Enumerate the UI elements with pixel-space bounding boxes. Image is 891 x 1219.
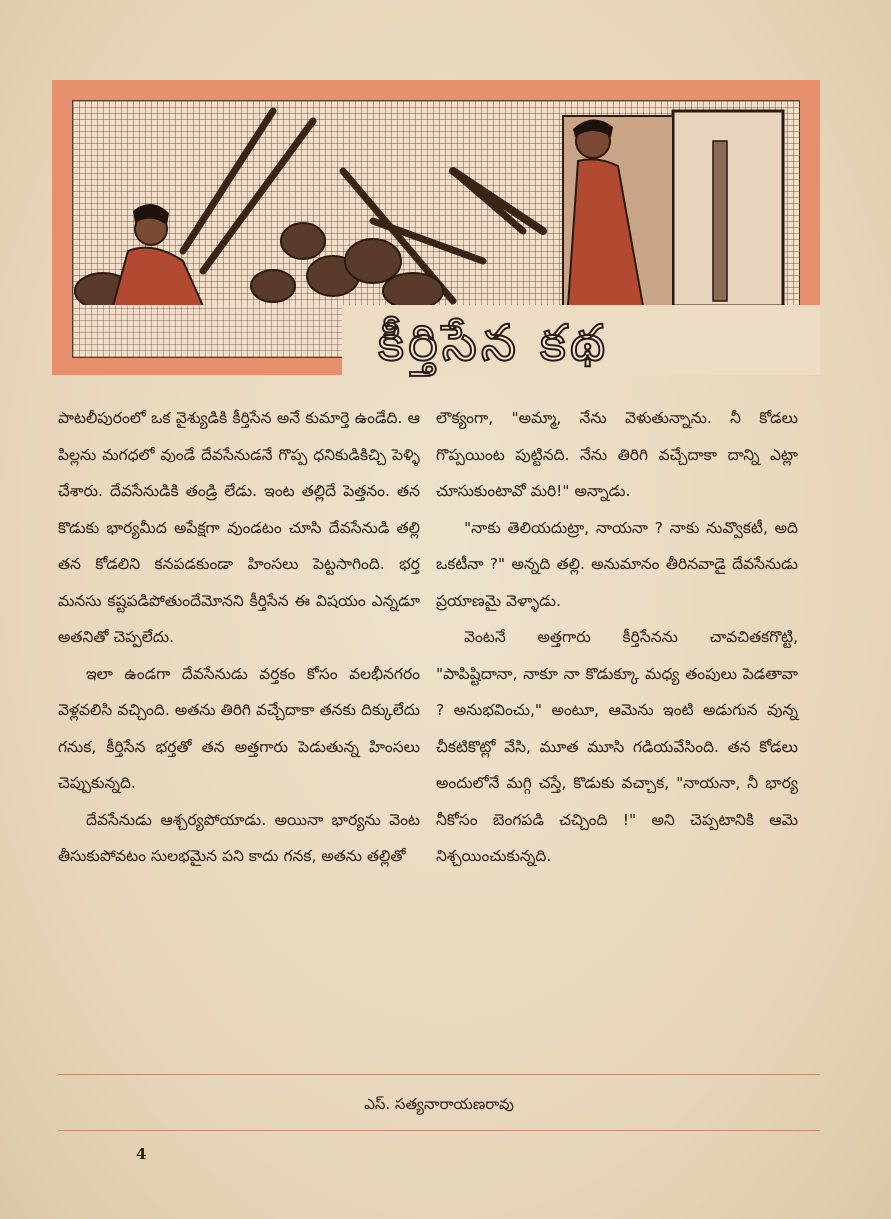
page-number: 4 xyxy=(136,1145,147,1163)
story-body xyxy=(58,400,820,1062)
paragraph: పాటలీపురంలో ఒక వైశ్యుడికి కీర్తిసేన అనే కుమార్తె ఉండేది. ఆ పిల్లను మగధలో వుండే దేవసేనుడనే గొప్ప ధనికుడికిచ్చి పెళ్ళి చేశారు. దేవసేనుడికి తండ్రి లేడు. ఇంట తల్లిదే పెత్తనం. తన కొడుకు భార్యమీద అపేక్షగా వుండటం చూసి దేవసేనుడి తల్లి తన కోడలిని కనపడకుండా హింసలు పెట్టసాగింది. భర్త మనసు కష్టపడిపోతుందేమోనని కీర్తిసేన ఈ విషయం ఎన్నడూ అతనితో చెప్పలేదు. xyxy=(58,409,420,646)
paragraph: వెంటనే అత్తగారు కీర్తిసేనను చావచితకగొట్టి, "పాపిష్టిదానా, నాకూ నా కొడుక్కూ మధ్య తంపులు పెడతావా ? అనుభవించు," అంటూ, ఆమెను ఇంటి అడుగున వున్న చీకటికొట్లో వేసి, మూత మూసి గడియవేసింది. తన కోడలు అందులోనే మగ్గి చస్తే, కొడుకు వచ్చాక, "నాయనా, నీ భార్య నీకోసం బెంగపడి చచ్చింది !" అని చెప్పటానికి ఆమె నిశ్చయించుకున్నది. xyxy=(436,628,798,865)
paragraph: "నాకు తెలియదుట్రా, నాయనా ? నాకు నువ్వొకటీ, అది ఒకటీనా ?" అన్నది తల్లి. అనుమానం తీరినవాడై దేవసేనుడు ప్రయాణమై వెళ్ళాడు. xyxy=(436,518,798,610)
illustration-lower-strip xyxy=(72,305,343,358)
left-column xyxy=(58,400,420,1062)
paragraph: ఇలా ఉండగా దేవసేనుడు వర్తకం కోసం వలభీనగరం వెళ్లవలిసి వచ్చింది. అతను తిరిగి వచ్చేదాకా తనకు దిక్కులేదు గనుక, కీర్తిసేన భర్తతో తన అత్తగారు పెడుతున్న హింసలు చెప్పుకున్నది. xyxy=(58,664,420,792)
divider-bottom xyxy=(58,1130,820,1131)
story-illustration xyxy=(72,100,800,307)
paragraph: దేవసేనుడు ఆశ్చర్యపోయాడు. అయినా భార్యను వెంట తీసుకుపోవటం సులభమైన పని కాదు గనక, అతను తల్లితో xyxy=(58,810,420,865)
paragraph: లౌక్యంగా, "అమ్మా, నేను వెళుతున్నాను. నీ కోడలు గొప్పయింట పుట్టినది. నేను తిరిగి వచ్చేదాకా దాన్ని ఎట్లా చూసుకుంటావో మరి!" అన్నాడు. xyxy=(436,409,798,500)
girl-figure xyxy=(113,204,203,306)
divider-top xyxy=(58,1074,820,1075)
author-byline: ఎస్. సత్యనారాయణరావు xyxy=(364,1095,514,1113)
door-figure xyxy=(453,111,783,306)
story-title: కీర్తిసేన కథ xyxy=(378,314,610,372)
illustration-drawing xyxy=(73,101,799,306)
right-column xyxy=(436,400,798,1062)
